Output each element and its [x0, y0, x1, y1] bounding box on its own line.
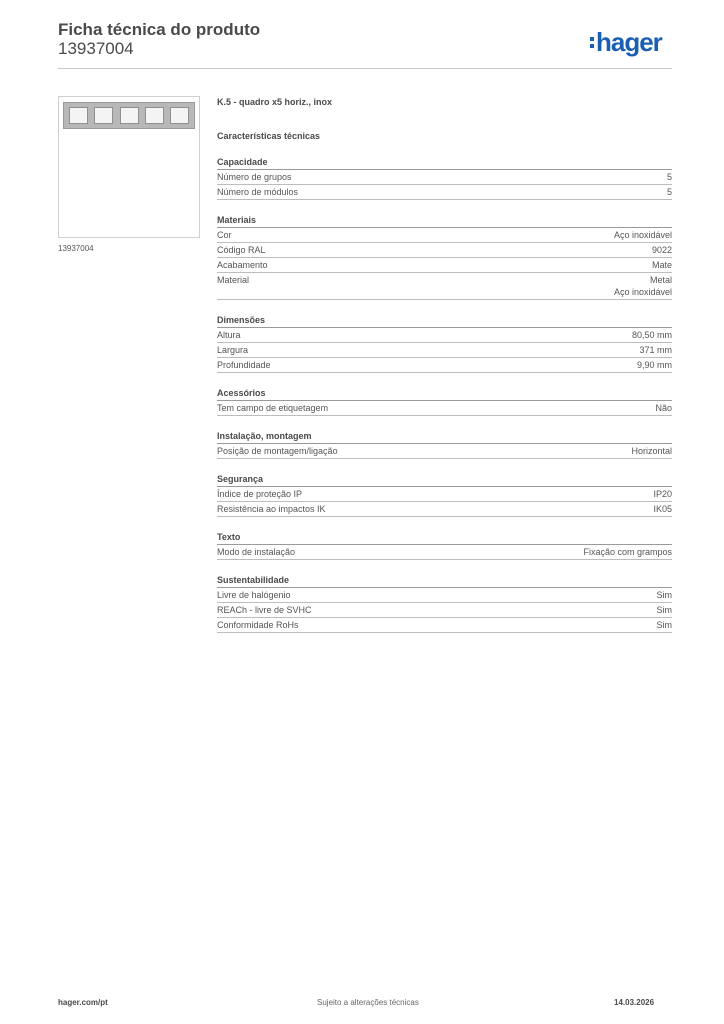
spec-value — [653, 488, 672, 500]
group-title: Texto — [217, 531, 672, 545]
spec-value-line: Horizontal — [631, 446, 672, 456]
spec-row — [217, 358, 672, 373]
spec-value — [652, 244, 672, 256]
spec-label: Profundidade — [217, 360, 271, 370]
spec-row — [217, 502, 672, 517]
spec-value-line: 371 mm — [639, 345, 672, 355]
group-title: Segurança — [217, 473, 672, 487]
spec-row — [217, 273, 672, 300]
spec-value — [667, 171, 672, 183]
spec-label: Conformidade RoHs — [217, 620, 299, 630]
spec-label: Material — [217, 275, 250, 285]
spec-group — [217, 473, 672, 517]
spec-value — [637, 359, 672, 371]
spec-label: Número de módulos — [217, 187, 299, 197]
spec-row — [217, 243, 672, 258]
logo-mark-icon — [590, 37, 594, 48]
spec-label: Acabamento — [217, 260, 268, 270]
spec-value — [657, 619, 673, 631]
spec-label: Modo de instalação — [217, 547, 296, 557]
spec-value-line: IP20 — [653, 489, 672, 499]
spec-label: Tem campo de etiquetagem — [217, 403, 329, 413]
frame-slot — [120, 107, 139, 124]
spec-row — [217, 401, 672, 416]
spec-value-line: 9,90 mm — [636, 360, 672, 370]
spec-row — [217, 170, 672, 185]
spec-value — [583, 546, 672, 558]
spec-row — [217, 588, 672, 603]
spec-row — [217, 603, 672, 618]
footer-website[interactable]: hager.com/pt — [58, 998, 108, 1007]
spec-row — [217, 258, 672, 273]
spec-label: Posição de montagem/ligação — [217, 446, 338, 456]
spec-value-line: Sim — [656, 620, 672, 630]
spec-groups — [217, 156, 672, 633]
spec-group — [217, 156, 672, 200]
spec-group — [217, 314, 672, 373]
spec-value — [639, 344, 672, 356]
spec-value-line: Sim — [656, 590, 672, 600]
group-title: Dimensões — [217, 314, 672, 328]
spec-label: Cor — [217, 230, 232, 240]
spec-value-line: Aço inoxidável — [613, 287, 672, 297]
spec-group — [217, 531, 672, 560]
spec-label: Livre de halógenio — [217, 590, 291, 600]
spec-label: Código RAL — [217, 245, 266, 255]
spec-label: Largura — [217, 345, 249, 355]
spec-group — [217, 430, 672, 459]
spec-value — [632, 329, 672, 341]
spec-group — [217, 214, 672, 300]
frame-illustration — [63, 102, 195, 129]
product-name: K.5 - quadro x5 horiz., inox — [217, 97, 333, 107]
group-title: Capacidade — [217, 156, 672, 170]
spec-value-line: 5 — [666, 187, 672, 197]
spec-row — [217, 328, 672, 343]
frame-slot — [69, 107, 88, 124]
footer-notice: Sujeito a alterações técnicas — [317, 998, 419, 1007]
image-caption: 13937004 — [58, 244, 94, 253]
spec-value-line: Aço inoxidável — [613, 230, 672, 240]
spec-label: Altura — [217, 330, 241, 340]
spec-value-line: Mate — [651, 260, 672, 270]
spec-label: REACh - livre de SVHC — [217, 605, 312, 615]
spec-row — [217, 185, 672, 200]
product-code: 13937004 — [58, 39, 134, 58]
spec-value-line: Fixação com grampos — [583, 547, 672, 557]
spec-sheet — [217, 96, 672, 633]
spec-row — [217, 545, 672, 560]
spec-value-line: IK05 — [653, 504, 672, 514]
group-title: Instalação, montagem — [217, 430, 672, 444]
frame-slot — [145, 107, 164, 124]
spec-value — [657, 589, 673, 601]
spec-value-line: Não — [655, 403, 672, 413]
spec-label: Resistência ao impactos IK — [217, 504, 326, 514]
spec-row — [217, 444, 672, 459]
spec-label: Número de grupos — [217, 172, 292, 182]
product-image — [58, 96, 200, 238]
logo-text: hager — [596, 27, 662, 57]
frame-slot — [94, 107, 113, 124]
hager-logo — [590, 26, 662, 58]
spec-value — [655, 402, 672, 414]
spec-group — [217, 574, 672, 633]
spec-row — [217, 228, 672, 243]
spec-value — [657, 604, 673, 616]
section-title: Características técnicas — [217, 131, 321, 141]
spec-value-line: 5 — [666, 172, 672, 182]
group-title: Sustentabilidade — [217, 574, 672, 588]
spec-row — [217, 618, 672, 633]
spec-value-line: Sim — [656, 605, 672, 615]
spec-value-line: 80,50 mm — [631, 330, 672, 340]
group-title: Acessórios — [217, 387, 672, 401]
spec-value — [614, 274, 672, 298]
footer-date: 14.03.2026 — [614, 998, 655, 1007]
spec-value — [631, 445, 672, 457]
spec-value — [653, 503, 672, 515]
spec-label: Índice de proteção IP — [217, 489, 303, 499]
group-title: Materiais — [217, 214, 672, 228]
spec-value — [652, 259, 672, 271]
spec-value-line: Metal — [649, 275, 672, 285]
spec-value — [667, 186, 672, 198]
frame-slot — [170, 107, 189, 124]
spec-row — [217, 487, 672, 502]
spec-row — [217, 343, 672, 358]
spec-value — [614, 229, 672, 241]
page-title: Ficha técnica do produto — [58, 20, 261, 39]
header-divider — [58, 68, 672, 69]
spec-value-line: 9022 — [651, 245, 672, 255]
spec-group — [217, 387, 672, 416]
